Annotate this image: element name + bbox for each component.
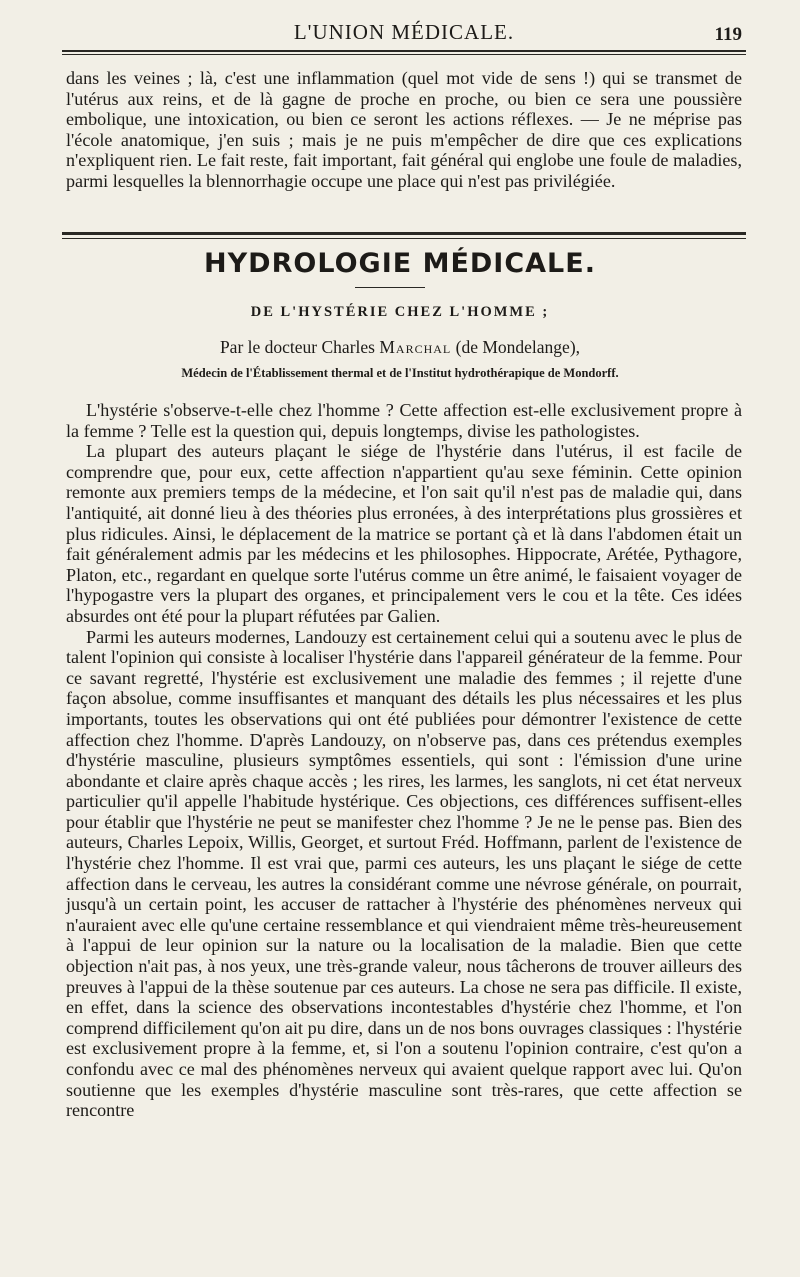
- previous-article-paragraph: dans les veines ; là, c'est une inflammation (quel mot vide de sens !) qui se transmet de l'utérus aux reins, et de là gagne de proche en proche, ou bien ce sera une poussière embolique, une intoxication, ou bien ce seront les actions réflexes. — Je ne méprise pas l'école anatomique, j'en suis ; mais je ne puis m'empêcher de dire que ces explications n'expliquent rien. Le fait reste, fait important, fait général qui englobe une foule de maladies, parmi lesquelles la blennorrhagie occupe une place qui n'est pas privilégiée.: [66, 68, 742, 191]
- author-surname: Marchal: [379, 337, 452, 357]
- article-paragraph: L'hystérie s'observe-t-elle chez l'homme ? Cette affection est-elle exclusivement propre à la femme ? Telle est la question qui, depuis longtemps, divise les pathologistes.: [66, 400, 742, 441]
- section-rule-thick: [62, 232, 746, 235]
- article-body: [66, 400, 742, 1121]
- author-line: [0, 337, 800, 358]
- running-head: [66, 14, 742, 48]
- article-title: DE L'HYSTÉRIE CHEZ L'HOMME ;: [250, 304, 550, 320]
- article-paragraph: Parmi les auteurs modernes, Landouzy est certainement celui qui a soutenu avec le plus de talent l'opinion qui consiste à localiser l'hystérie dans l'appareil générateur de la femme. Pour ce savant regretté, l'hystérie est exclusivement une maladie des femmes ; il rejette d'une façon absolue, comme insuffisantes et manquant des détails les plus nécessaires et les plus importants, toutes les observations qui ont été publiées pour démontrer l'existence de cette affection chez l'homme. D'après Landouzy, on n'observe pas, dans ces prétendus exemples d'hystérie masculine, plusieurs symptômes essentiels, qui sont : l'émission d'une urine abondante et claire après chaque accès ; les rires, les larmes, les sanglots, ni cet état nerveux particulier qu'il appelle l'habitude hystérique. Ces objections, ces différences suffisent-elles pour établir que l'hystérie ne peut se manifester chez l'homme ? Je ne le pense pas. Bien des auteurs, Charles Lepoix, Willis, Georget, et surtout Fréd. Hoffmann, parlent de l'existence de l'hystérie chez l'homme. Il est vrai que, parmi ces auteurs, les uns plaçant le siége de cette affection dans le cerveau, les autres la considérant comme une névrose générale, on pourrait, jusqu'à un certain point, les accuser de rattacher à l'hystérie des phénomènes nerveux qui n'auraient avec elle qu'une certaine ressemblance et qui viendraient même très-heureusement à l'appui de leur opinion sur la nature ou la localisation de la maladie. Bien que cette objection n'ait pas, à nos yeux, une très-grande valeur, nous tâcherons de trouver ailleurs des preuves à l'appui de la thèse soutenue par ces auteurs. La chose ne sera pas difficile. Il existe, en effet, dans la science des observations incontestables d'hystérie chez l'homme, et l'on comprend difficilement qu'on ait pu dire, dans un de nos bons ouvrages classiques : l'hystérie est exclusivement propre à la femme, et, si l'on a soutenu l'opinion contraire, c'est qu'on a confondu avec ce mal des phénomènes nerveux qui avaient quelque rapport avec lui. Qu'on soutienne que les exemples d'hystérie masculine sont très-rares, que cette affection se rencontre: [66, 626, 742, 1121]
- author-prefix: Par le docteur Charles: [219, 337, 375, 357]
- section-title-underline: [355, 287, 425, 288]
- header-rule: [62, 50, 746, 52]
- running-title: L'UNION MÉDICALE.: [293, 20, 515, 44]
- author-affiliation: Médecin de l'Établissement thermal et de l'Institut hydrothérapique de Mondorff.: [181, 366, 619, 380]
- section-title: HYDROLOGIE MÉDICALE.: [204, 248, 596, 279]
- page-number: 119: [714, 24, 742, 45]
- author-suffix: (de Mondelange),: [455, 337, 581, 357]
- header-rule-thin: [62, 54, 746, 55]
- article-paragraph: La plupart des auteurs plaçant le siége de l'hystérie dans l'utérus, il est facile de comprendre que, pour eux, cette affection n'appartient qu'au sexe féminin. Cette opinion remonte aux premiers temps de la médecine, et l'on sait qu'il n'est pas de maladie qui, dans l'antiquité, ait donné lieu à des théories plus erronées, à des interprétations plus grossières et plus ridicules. Ainsi, le déplacement de la matrice se portant çà et là dans l'abdomen était un fait généralement admis par les médecins et les philosophes. Hippocrate, Arétée, Pythagore, Platon, etc., regardant en quelque sorte l'utérus comme un être animé, le faisaient voyager de l'hypogastre vers la plupart des organes, et principalement vers le cou et la tête. Ces idées absurdes ont été pour la plupart réfutées par Galien.: [66, 441, 742, 626]
- section-rule-thin: [62, 238, 746, 239]
